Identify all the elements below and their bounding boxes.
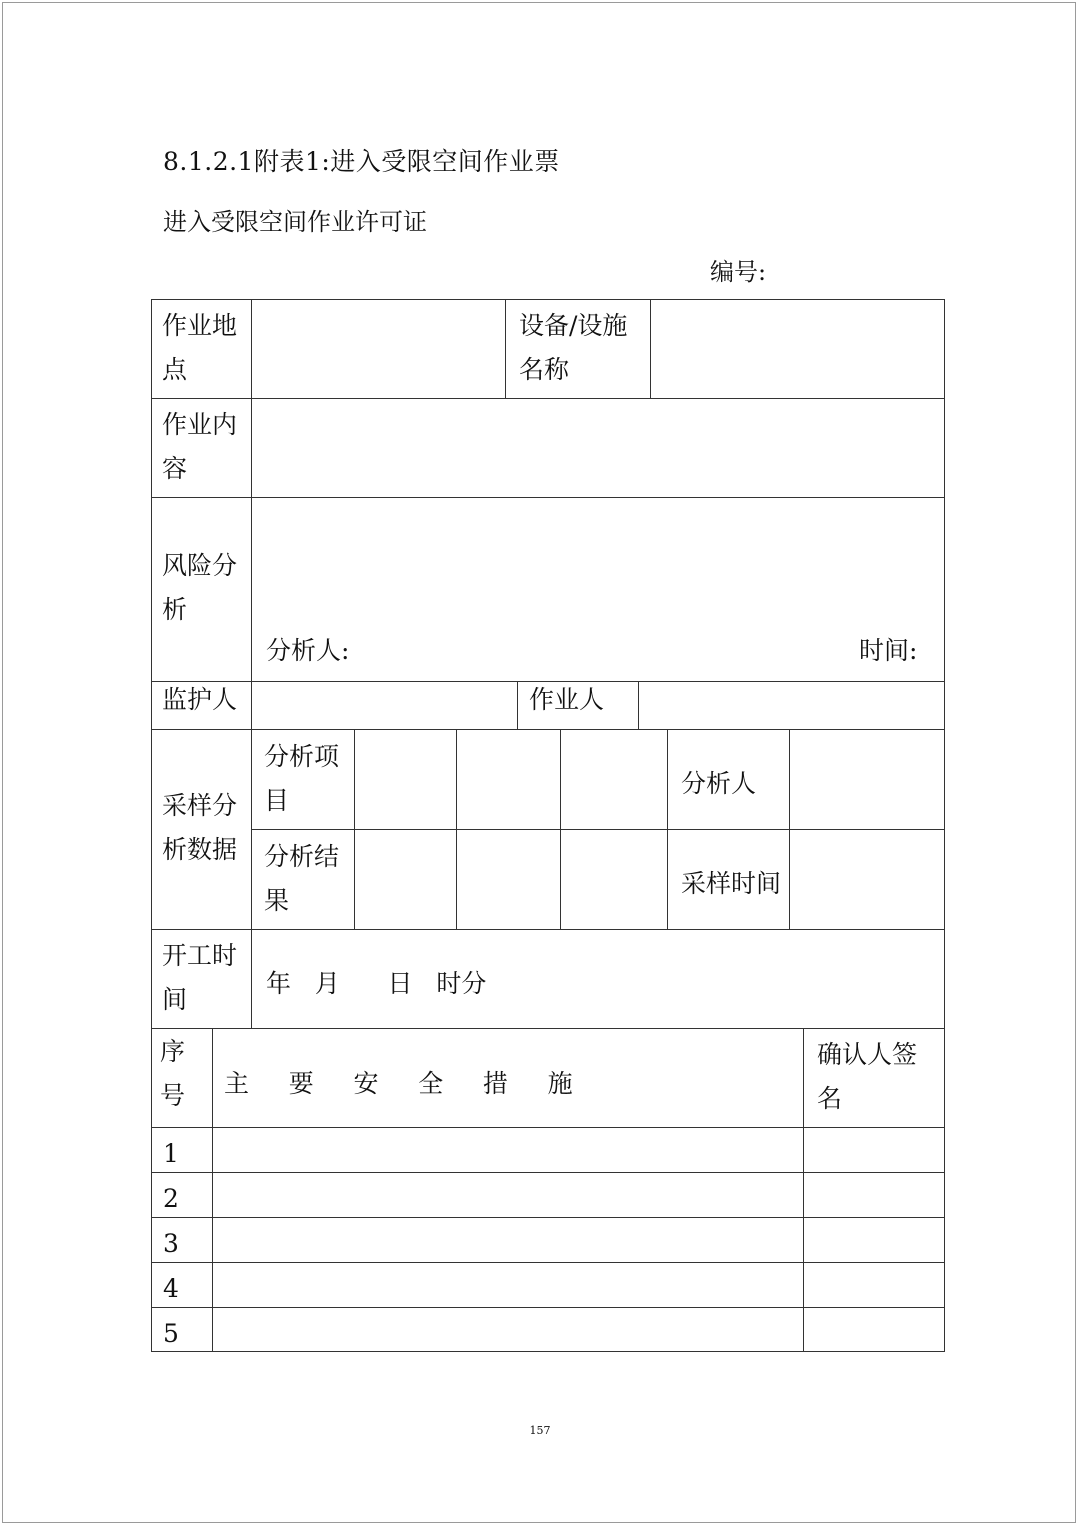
confirm-signature-label: 确认人签名 (817, 1040, 918, 1113)
work-content-label: 作业内容 (162, 410, 238, 483)
measure-field[interactable] (214, 1264, 802, 1306)
analysis-result-cell[interactable] (562, 831, 666, 928)
work-location-label: 作业地点 (162, 311, 238, 384)
sampling-time-field[interactable] (791, 831, 943, 928)
guardian-field[interactable] (253, 683, 515, 728)
signature-field[interactable] (805, 1309, 943, 1350)
sample-analyst-label: 分析人 (681, 769, 757, 798)
row-number: 1 (163, 1139, 179, 1168)
signature-field[interactable] (805, 1264, 943, 1306)
worker-field[interactable] (640, 683, 943, 728)
equipment-name-field[interactable] (652, 301, 943, 397)
risk-analysis-label: 风险分析 (162, 551, 238, 624)
worker-label: 作业人 (529, 685, 605, 714)
measure-field[interactable] (214, 1309, 802, 1350)
sample-analyst-field[interactable] (791, 731, 943, 828)
start-time-label: 开工时间 (162, 941, 238, 1014)
analysis-result-cell[interactable] (458, 831, 559, 928)
row-number: 2 (163, 1184, 179, 1213)
document-subtitle: 进入受限空间作业许可证 (163, 208, 427, 236)
analysis-item-cell[interactable] (356, 731, 455, 828)
analyst-label: 分析人: (266, 636, 350, 665)
risk-analysis-field[interactable] (253, 499, 943, 679)
guardian-label: 监护人 (162, 685, 238, 714)
measure-field[interactable] (214, 1129, 802, 1171)
analysis-time-label: 时间: (859, 636, 918, 665)
signature-field[interactable] (805, 1129, 943, 1171)
work-content-field[interactable] (253, 400, 943, 496)
page-number: 157 (529, 1424, 551, 1437)
sampling-data-label: 采样分析数据 (162, 791, 238, 864)
equipment-name-label: 设备/设施名称 (519, 311, 628, 384)
row-number: 3 (163, 1229, 179, 1258)
analysis-item-label: 分析项目 (264, 742, 340, 815)
safety-measures-label: 主 要 安 全 措 施 (224, 1069, 573, 1098)
analysis-item-cell[interactable] (562, 731, 666, 828)
analysis-result-label: 分析结果 (264, 842, 340, 915)
document-heading: 8.1.2.1附表1:进入受限空间作业票 (163, 147, 560, 176)
row-number: 5 (163, 1319, 179, 1348)
seq-label: 序号 (160, 1037, 186, 1110)
measure-field[interactable] (214, 1219, 802, 1261)
start-time-value[interactable]: 年 月 日 时分 (266, 969, 487, 998)
signature-field[interactable] (805, 1219, 943, 1261)
work-location-field[interactable] (253, 301, 504, 397)
measure-field[interactable] (214, 1174, 802, 1216)
sampling-time-label: 采样时间 (681, 869, 782, 898)
analysis-result-cell[interactable] (356, 831, 455, 928)
analysis-item-cell[interactable] (458, 731, 559, 828)
signature-field[interactable] (805, 1174, 943, 1216)
row-number: 4 (163, 1274, 179, 1303)
serial-number-label: 编号: (710, 258, 767, 286)
